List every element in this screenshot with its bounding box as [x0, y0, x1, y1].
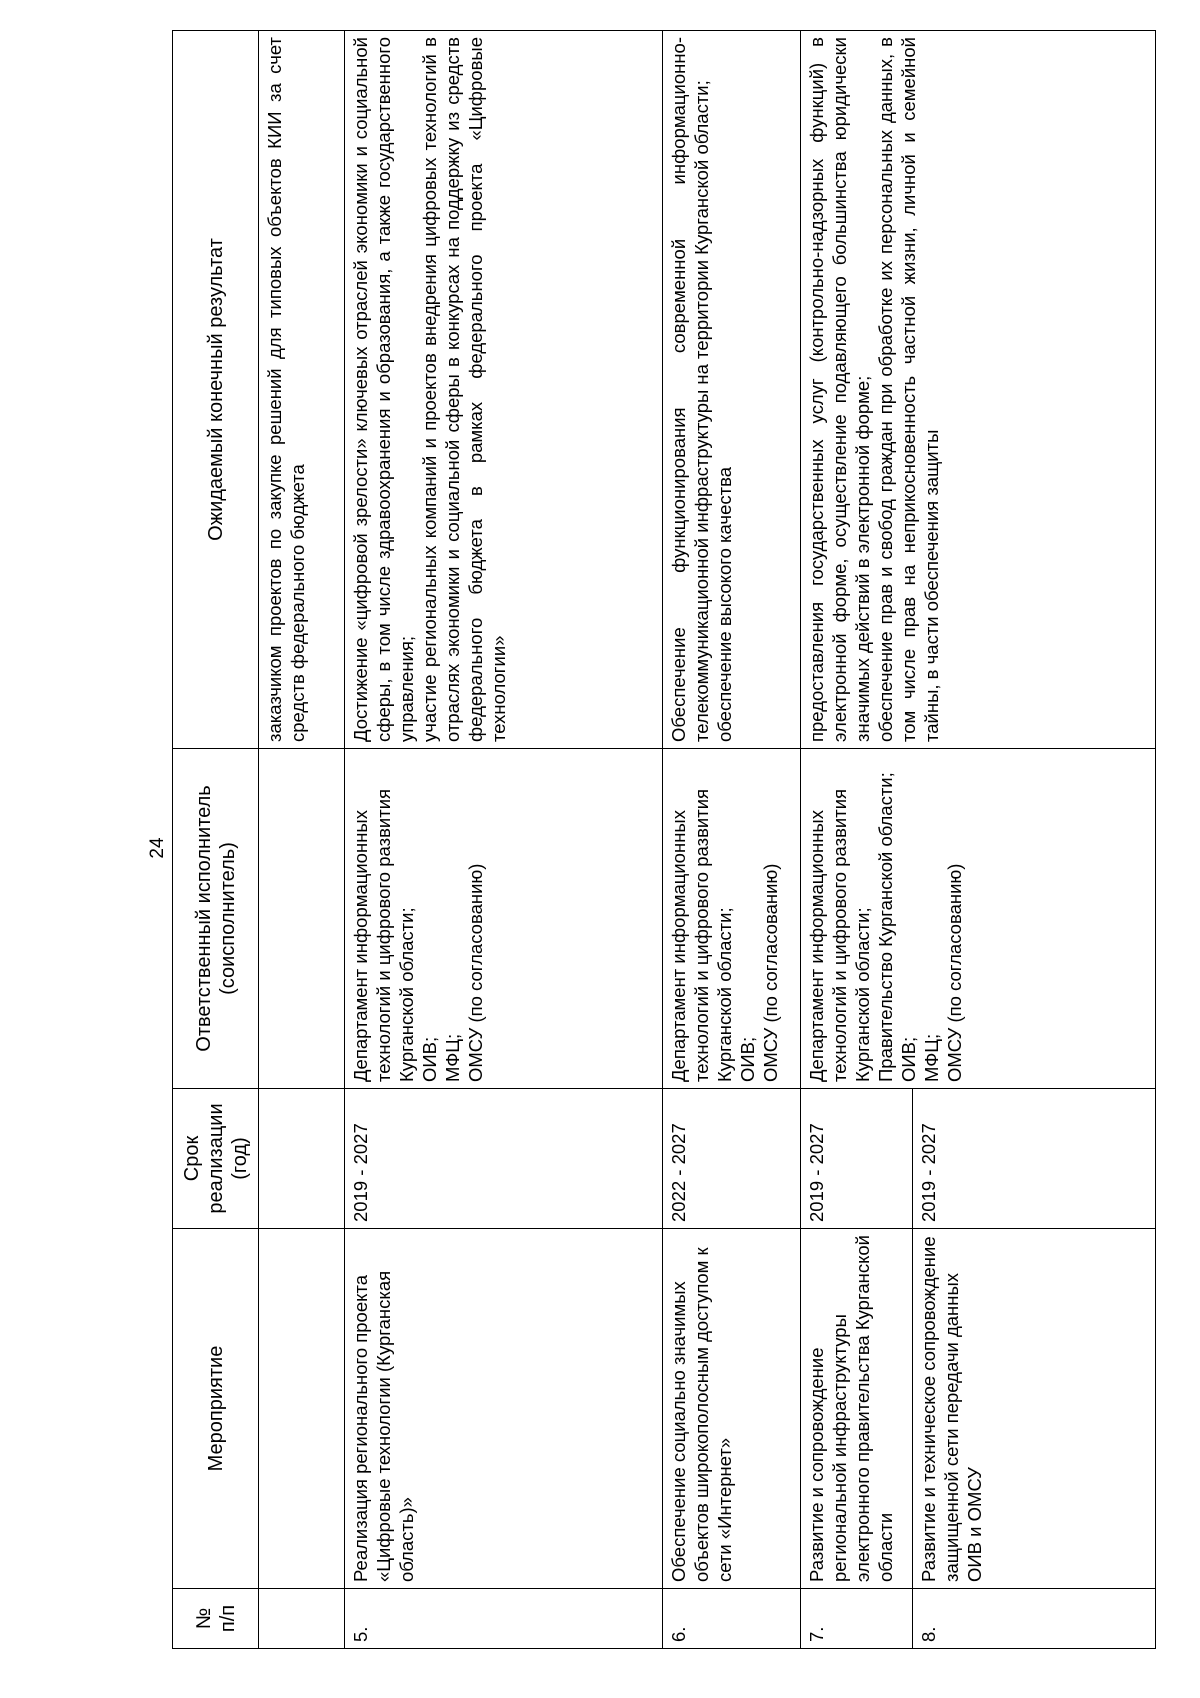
cell-event: Развитие и техническое сопровождение защищенной сети передачи данных ОИВ и ОМСУ: [913, 1229, 1156, 1589]
cell-result: Достижение «цифровой зрелости» ключевых отраслей экономики и социальной сферы, в том числе здравоохранения и образования, а также государственного управления; участие региональных компаний и проектов внедрения цифровых технологий в отраслях экономики и социальной сферы в конкурсах на поддержку из средств федерального бюджета в рамках федерального проекта «Цифровые технологии»: [345, 31, 663, 749]
table-row: [663, 31, 801, 1649]
cell-num: 8.: [913, 1589, 1156, 1649]
cell-event: Развитие и сопровождение региональной инфраструктуры электронного правительства Курганской области: [801, 1229, 913, 1589]
cell-term: 2022 - 2027: [663, 1089, 801, 1229]
cell-result: Обеспечение функционирования современной информационно-телекоммуникационной инфраструктуры на территории Курганской области; обеспечение высокого качества: [663, 31, 801, 749]
cell-responsible: Департамент информационных технологий и цифрового развития Курганской области; ОИВ; ОМСУ (по согласованию): [663, 749, 801, 1089]
cell-event: [259, 1229, 345, 1589]
cell-responsible: [259, 749, 345, 1089]
table-row: [259, 31, 345, 1649]
cell-result: предоставления государственных услуг (контрольно-надзорных функций) в электронной форме, осуществление подавляющего большинства юридически значимых действий в электронной форме; обеспечение прав и свобод граждан при обработке их персональных данных, в том числе прав на неприкосновенность частной жизни, личной и семейной тайны, в части обеспечения защиты: [801, 31, 1156, 749]
header-event: Мероприятие: [173, 1229, 259, 1589]
cell-num: 5.: [345, 1589, 663, 1649]
table-row: [801, 31, 913, 1649]
header-result: Ожидаемый конечный результат: [173, 31, 259, 749]
table-header-row: [173, 31, 259, 1649]
measures-table: [172, 30, 1156, 1649]
cell-responsible: Департамент информационных технологий и цифрового развития Курганской области; ОИВ; МФЦ; ОМСУ (по согласованию): [345, 749, 663, 1089]
cell-responsible: Департамент информационных технологий и цифрового развития Курганской области; Правительство Курганской области; ОИВ; МФЦ; ОМСУ (по согласованию): [801, 749, 1156, 1089]
cell-term: [259, 1089, 345, 1229]
table-row: [345, 31, 663, 1649]
cell-term: 2019 - 2027: [345, 1089, 663, 1229]
rotated-table-container: [172, 31, 1156, 1649]
cell-event: Реализация регионального проекта «Цифровые технологии (Курганская область)»: [345, 1229, 663, 1589]
cell-result: заказчиком проектов по закупке решений для типовых объектов КИИ за счет средств федерального бюджета: [259, 31, 345, 749]
header-num: № п/п: [173, 1589, 259, 1649]
page-number: 24: [147, 837, 168, 859]
cell-term: 2019 - 2027: [801, 1089, 913, 1229]
cell-num: 6.: [663, 1589, 801, 1649]
cell-event: Обеспечение социально значимых объектов широкополосным доступом к сети «Интернет»: [663, 1229, 801, 1589]
header-responsible: Ответственный исполнитель (соисполнитель): [173, 749, 259, 1089]
header-term: Срок реализации (год): [173, 1089, 259, 1229]
cell-term: 2019 - 2027: [913, 1089, 1156, 1229]
cell-num: [259, 1589, 345, 1649]
cell-num: 7.: [801, 1589, 913, 1649]
